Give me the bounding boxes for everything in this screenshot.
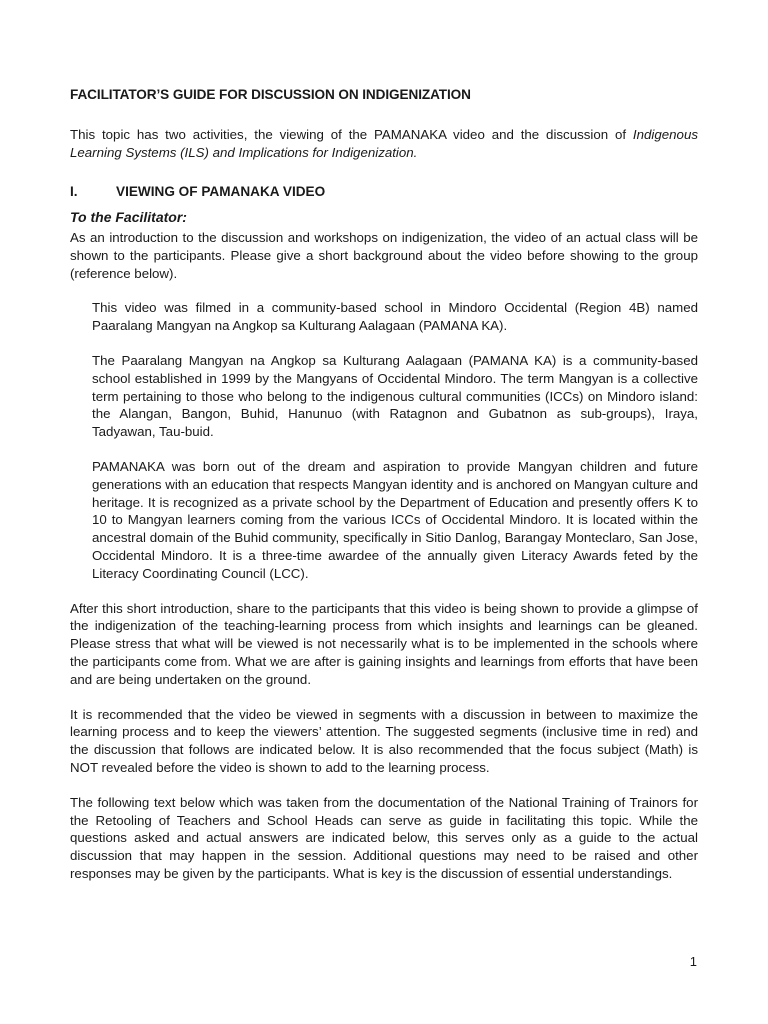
facilitator-subheading: To the Facilitator:	[70, 209, 187, 226]
document-page	[70, 86, 698, 900]
section-heading	[70, 183, 698, 201]
body-paragraph: It is recommended that the video be viewed in segments with a discussion in between to maximize the learning process and to keep the viewers’ attention. The suggested segments (inclusive time in red) and the discussion that follows are indicated below. It is also recommended that the focus subject (Math) is NOT revealed before the video is shown to add to the learning process.	[70, 706, 698, 775]
indented-paragraph: This video was filmed in a community-based school in Mindoro Occidental (Region 4B) named Paaralang Mangyan na Angkop sa Kulturang Aalagaan (PAMANA KA).	[92, 300, 698, 334]
intro-paragraph	[70, 126, 698, 162]
indented-paragraph: The Paaralang Mangyan na Angkop sa Kulturang Aalagaan (PAMANA KA) is a community-based school established in 1999 by the Mangyans of Occidental Mindoro. The term Mangyan is a collective term pertaining to those who belong to the indigenous cultural communities (ICCs) on Mindoro island: the Alangan, Bangon, Buhid, Hanunuo (with Ratagnon and Gubatnon as sub-groups), Iraya, Tadyawan, Tau-buid.	[92, 352, 698, 440]
body-paragraph: After this short introduction, share to the participants that this video is being shown to provide a glimpse of the indigenization of the teaching-learning process from which insights and learnings can be gleaned. Please stress that what will be viewed is not necessarily what is to be implemented in the schools where the participants come from. What we are after is gaining insights and learnings from efforts that have been and are being undertaken on the ground.	[70, 600, 698, 687]
page-number: 1	[689, 954, 697, 969]
section-title: VIEWING OF PAMANAKA VIDEO	[116, 184, 326, 200]
body-paragraph: As an introduction to the discussion and workshops on indigenization, the video of an actual class will be shown to the participants. Please give a short background about the video before showing to the group (reference below).	[70, 229, 698, 281]
indented-paragraph: PAMANAKA was born out of the dream and aspiration to provide Mangyan children and future generations with an education that respects Mangyan identity and is anchored on Mangyan culture and heritage. It is recognized as a private school by the Department of Education and presently offers K to 10 to Mangyan learners coming from the various ICCs of Occidental Mindoro. It is located within the ancestral domain of the Buhid community, specifically in Sitio Danlog, Barangay Monteclaro, San Jose, Occidental Mindoro. It is a three-time awardee of the annually given Literacy Awards feted by the Literacy Coordinating Council (LCC).	[92, 458, 698, 581]
intro-italic-text: Indigenous Learning Systems (ILS) and Implications for Indigenization.	[70, 126, 698, 160]
intro-text: This topic has two activities, the viewing of the PAMANAKA video and the discussion of	[70, 126, 633, 142]
document-title: FACILITATOR’S GUIDE FOR DISCUSSION ON INDIGENIZATION	[70, 87, 471, 102]
body-paragraph: The following text below which was taken from the documentation of the National Training of Trainors for the Retooling of Teachers and School Heads can serve as guide in facilitating this topic. While the questions asked and actual answers are indicated below, this serves only as a guide to the actual discussion that may happen in the session. Additional questions may need to be raised and other responses may be given by the participants. What is key is the discussion of essential understandings.	[70, 794, 698, 881]
section-number: I.	[70, 184, 78, 200]
